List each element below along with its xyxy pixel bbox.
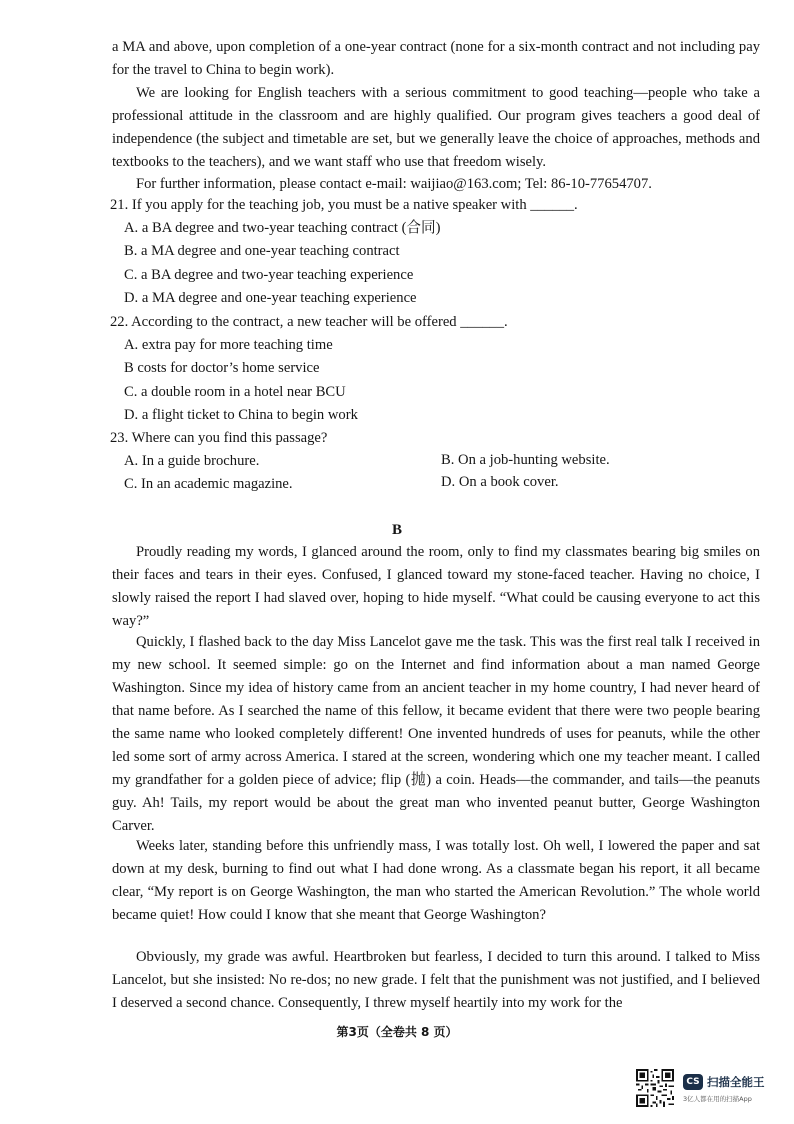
question-21-stem: 21. If you apply for the teaching job, you must be a native speaker with ______. (110, 197, 578, 213)
question-23-option-d: D. On a book cover. (441, 474, 559, 490)
question-21-option-c: C. a BA degree and two-year teaching experience (124, 267, 414, 283)
section-b-paragraph-4: Obviously, my grade was awful. Heartbroken but fearless, I decided to turn this around. I talked to Miss Lancelot, but she insisted: No re-dos; no new grade. I felt that the punishment was not justified, and I believed I deserved a second chance. Consequently, I threw myself heartily into my work for the (112, 949, 760, 1011)
question-23-option-b: B. On a job-hunting website. (441, 452, 610, 468)
page-number-footer: 第3页（全卷共 8 页） (336, 1025, 458, 1039)
section-b-paragraph-2: Quickly, I flashed back to the day Miss Lancelot gave me the task. This was the first real talk I received in my new school. It seemed simple: go on the Internet and find information about a man named George Washington. Since my idea of history came from an ancient teacher in my home country, I had never heard of that name before. As I searched the name of this fellow, it became evident that there were two people bearing the same name who looked completely different! One invented hundreds of uses for peanuts, while the other led some sort of army across America. I stared at the screen, wondering which one my teacher meant. I called my grandfather for a golden piece of advice; flip (抛) a coin. Heads—the commander, and tails—the peanuts guy. Ah! Tails, my report would be about the great man who invented peanut butter, George Washington Carver. (112, 634, 760, 834)
question-22-option-b: B costs for doctor’s home service (124, 360, 320, 376)
question-23-option-a: A. In a guide brochure. (124, 453, 260, 469)
passage-a-paragraph-2: We are looking for English teachers with a serious commitment to good teaching—people who take a professional attitude in the classroom and are highly qualified. Our program gives teachers a good deal of independence (the subject and timetable are set, but we generally leave the choice of approaches, methods and textbooks to the teachers), and we want staff who use that freedom wisely. (112, 85, 760, 170)
question-22-option-a: A. extra pay for more teaching time (124, 337, 333, 353)
passage-a-paragraph-1: a MA and above, upon completion of a one-year contract (none for a six-month contract and not including pay for the travel to China to begin work). (112, 39, 760, 78)
section-b-heading: B (391, 522, 402, 538)
section-b-paragraph-3: Weeks later, standing before this unfriendly mass, I was totally lost. Oh well, I lowered the paper and sat down at my desk, burning to find out what I had done wrong. As a classmate began his report, it all became clear, “My report is on George Washington, the man who started the American Revolution.” The whole world became quiet! How could I know that she meant that George Washington? (112, 838, 760, 923)
camscanner-logo: CS (683, 1074, 703, 1090)
question-21-option-b: B. a MA degree and one-year teaching contract (124, 243, 400, 259)
question-22-option-d: D. a flight ticket to China to begin work (124, 407, 358, 423)
question-21-option-a: A. a BA degree and two-year teaching contract (合同) (124, 220, 441, 236)
passage-a-contact-line: For further information, please contact e-mail: waijiao@163.com; Tel: 86-10-77654707. (136, 176, 652, 192)
qr-code-icon (636, 1069, 674, 1107)
question-22-stem: 22. According to the contract, a new teacher will be offered ______. (110, 314, 508, 330)
camscanner-tagline: 3亿人都在用的扫描App (683, 1095, 752, 1103)
question-21-option-d: D. a MA degree and one-year teaching experience (124, 290, 417, 306)
camscanner-app-name: 扫描全能王 (707, 1075, 765, 1089)
question-22-option-c: C. a double room in a hotel near BCU (124, 384, 346, 400)
question-23-stem: 23. Where can you find this passage? (110, 430, 328, 446)
section-b-paragraph-1: Proudly reading my words, I glanced around the room, only to find my classmates bearing big smiles on their faces and tears in their eyes. Confused, I glanced toward my stone-faced teacher. Having no choice, I slowly raised the report I had slaved over, hoping to hide myself. “What could be causing everyone to act this way?” (112, 544, 760, 629)
question-23-option-c: C. In an academic magazine. (124, 476, 293, 492)
